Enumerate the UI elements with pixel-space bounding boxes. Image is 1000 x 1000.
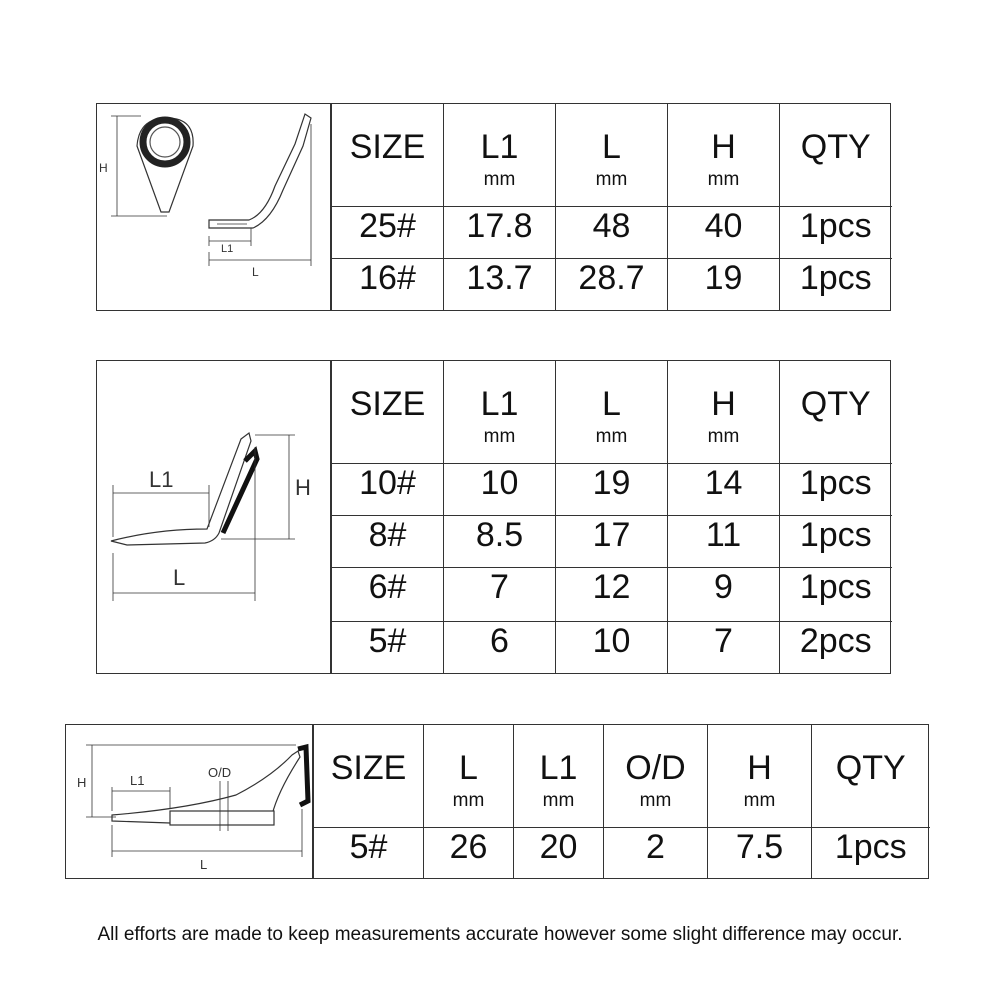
spec-table-2 (96, 360, 891, 674)
table-row (332, 463, 892, 515)
diagram-label-l: L (173, 565, 186, 590)
cell-qty: 1pcs (780, 463, 892, 515)
table-row (332, 206, 892, 258)
header-l: L mm (424, 725, 514, 827)
cell-qty: 2pcs (780, 621, 892, 673)
cell-l1: 6 (444, 621, 556, 673)
cell-l1: 13.7 (444, 258, 556, 310)
diagram-label-l1: L1 (221, 243, 234, 255)
cell-l: 17 (556, 515, 668, 567)
diagram-label-od: O/D (208, 765, 232, 780)
table-row (332, 621, 892, 673)
table-row (332, 258, 892, 310)
guide-diagram-3 (66, 725, 313, 878)
header-h: H mm (668, 104, 780, 206)
cell-l: 26 (424, 827, 514, 878)
cell-h: 7 (668, 621, 780, 673)
diagram-label-h: H (99, 161, 108, 175)
cell-l1: 17.8 (444, 206, 556, 258)
header-od: O/D mm (604, 725, 708, 827)
guide-diagram-1 (97, 104, 331, 310)
header-l1: L1 mm (444, 104, 556, 206)
cell-h: 40 (668, 206, 780, 258)
header-h: H mm (668, 361, 780, 463)
header-qty: QTY (780, 361, 892, 463)
cell-qty: 1pcs (812, 827, 930, 878)
diagram-label-l: L (252, 265, 259, 279)
cell-size: 10# (332, 463, 444, 515)
table-row (314, 827, 930, 878)
footer-note: All efforts are made to keep measurements accurate however some slight difference may occur. (97, 924, 903, 945)
cell-l: 12 (556, 567, 668, 621)
cell-qty: 1pcs (780, 567, 892, 621)
header-size: SIZE (332, 104, 444, 206)
cell-l1: 8.5 (444, 515, 556, 567)
header-qty: QTY (780, 104, 892, 206)
cell-qty: 1pcs (780, 515, 892, 567)
diagram-label-l1: L1 (149, 467, 174, 492)
diagram-label-l1: L1 (130, 773, 145, 788)
spec-table-1 (96, 103, 891, 311)
cell-od: 2 (604, 827, 708, 878)
table-row (332, 567, 892, 621)
header-l: L mm (556, 361, 668, 463)
header-qty: QTY (812, 725, 930, 827)
diagram-label-h: H (295, 475, 311, 500)
cell-size: 5# (332, 621, 444, 673)
cell-h: 7.5 (708, 827, 812, 878)
cell-l1: 7 (444, 567, 556, 621)
spec-grid-1 (331, 104, 892, 310)
guide-diagram-2 (97, 361, 331, 673)
cell-h: 19 (668, 258, 780, 310)
header-size: SIZE (332, 361, 444, 463)
cell-h: 9 (668, 567, 780, 621)
header-l1: L1 mm (444, 361, 556, 463)
cell-size: 6# (332, 567, 444, 621)
cell-size: 16# (332, 258, 444, 310)
cell-l1: 10 (444, 463, 556, 515)
cell-l1: 20 (514, 827, 604, 878)
cell-h: 14 (668, 463, 780, 515)
diagram-label-h: H (77, 775, 87, 790)
cell-size: 8# (332, 515, 444, 567)
cell-l: 28.7 (556, 258, 668, 310)
diagram-label-l: L (200, 857, 208, 872)
cell-size: 5# (314, 827, 424, 878)
header-l: L mm (556, 104, 668, 206)
header-h: H mm (708, 725, 812, 827)
spec-table-3 (65, 724, 929, 879)
spec-grid-2 (331, 361, 892, 673)
cell-size: 25# (332, 206, 444, 258)
table-row (332, 515, 892, 567)
cell-h: 11 (668, 515, 780, 567)
cell-l: 10 (556, 621, 668, 673)
header-size: SIZE (314, 725, 424, 827)
cell-qty: 1pcs (780, 258, 892, 310)
cell-qty: 1pcs (780, 206, 892, 258)
header-l1: L1 mm (514, 725, 604, 827)
spec-grid-3 (313, 725, 930, 878)
cell-l: 19 (556, 463, 668, 515)
cell-l: 48 (556, 206, 668, 258)
